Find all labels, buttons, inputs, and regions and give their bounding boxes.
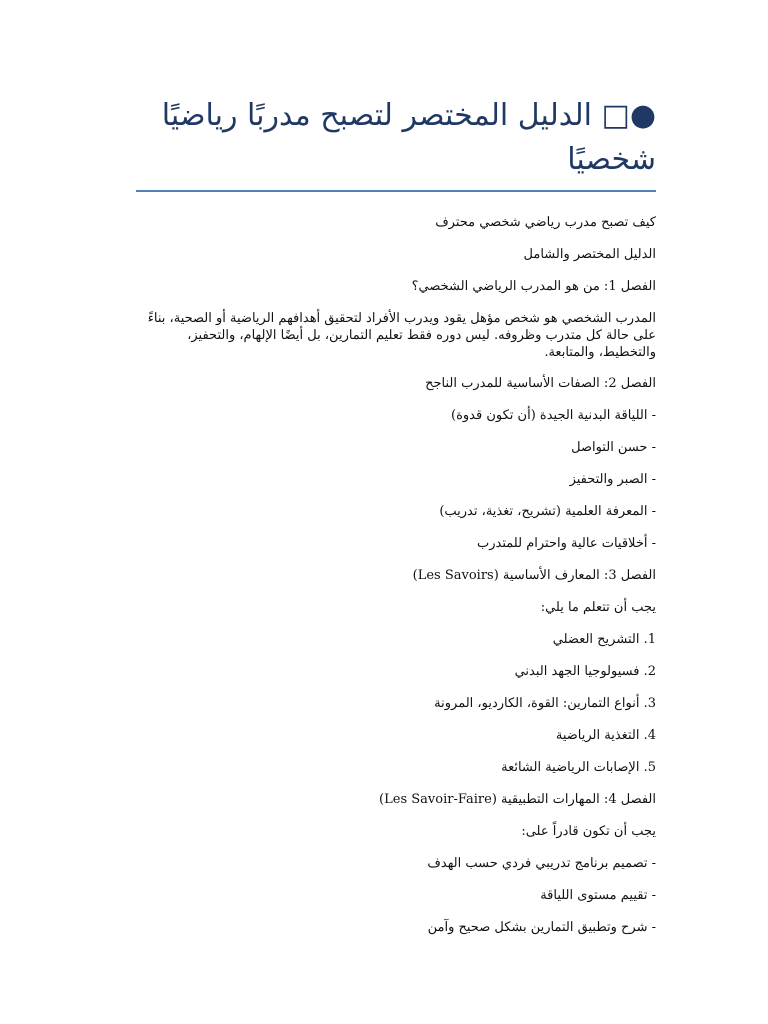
title-underline [136, 190, 656, 192]
chapter-heading: الفصل 2: الصفات الأساسية للمدرب الناجح [425, 376, 656, 391]
list-item: - المعرفة العلمية (تشريح، تغذية، تدريب) [439, 504, 656, 519]
list-item: 4. التغذية الرياضية [555, 728, 656, 743]
list-item: - تصميم برنامج تدريبي فردي حسب الهدف [427, 856, 656, 871]
document-page [136, 0, 656, 937]
chapter-heading: الفصل 1: من هو المدرب الرياضي الشخصي؟ [411, 279, 656, 294]
list-item: - شرح وتطبيق التمارين بشكل صحيح وآمن [427, 920, 656, 935]
document-title: ●□ الدليل المختصر لتصبح مدربًا رياضيًا شخصيًا [161, 98, 656, 177]
list-item: - الصبر والتحفيز [569, 472, 656, 487]
intro-line: كيف تصبح مدرب رياضي شخصي محترف [435, 215, 656, 230]
list-item: 5. الإصابات الرياضية الشائعة [501, 760, 656, 775]
list-item: - اللياقة البدنية الجيدة (أن تكون قدوة) [451, 408, 656, 423]
list-intro: يجب أن تتعلم ما يلي: [540, 600, 656, 615]
subtitle-line: الدليل المختصر والشامل [523, 247, 656, 262]
list-item: 2. فسيولوجيا الجهد البدني [514, 664, 656, 679]
document-body [136, 214, 656, 937]
list-item: - تقييم مستوى اللياقة [540, 888, 656, 903]
list-item: - أخلاقيات عالية واحترام للمتدرب [477, 536, 656, 551]
chapter-heading: الفصل 3: المعارف الأساسية (Les Savoirs) [412, 568, 656, 583]
chapter-heading: الفصل 4: المهارات التطبيقية (Les Savoir-Faire) [379, 792, 656, 807]
list-item: 1. التشريح العضلي [552, 632, 656, 647]
paragraph: المدرب الشخصي هو شخص مؤهل يقود ويدرب الأفراد لتحقيق أهدافهم الرياضية أو الصحية، بناءً على حالة كل متدرب وظروفه. ليس دوره فقط تعليم التمارين، بل أيضًا الإلهام، والتحفيز، والتخطيط، والمتابعة. [147, 311, 656, 360]
list-item: - حسن التواصل [571, 440, 656, 455]
list-item: 3. أنواع التمارين: القوة، الكارديو، المرونة [434, 696, 656, 711]
list-intro: يجب أن تكون قادراً على: [521, 824, 656, 839]
